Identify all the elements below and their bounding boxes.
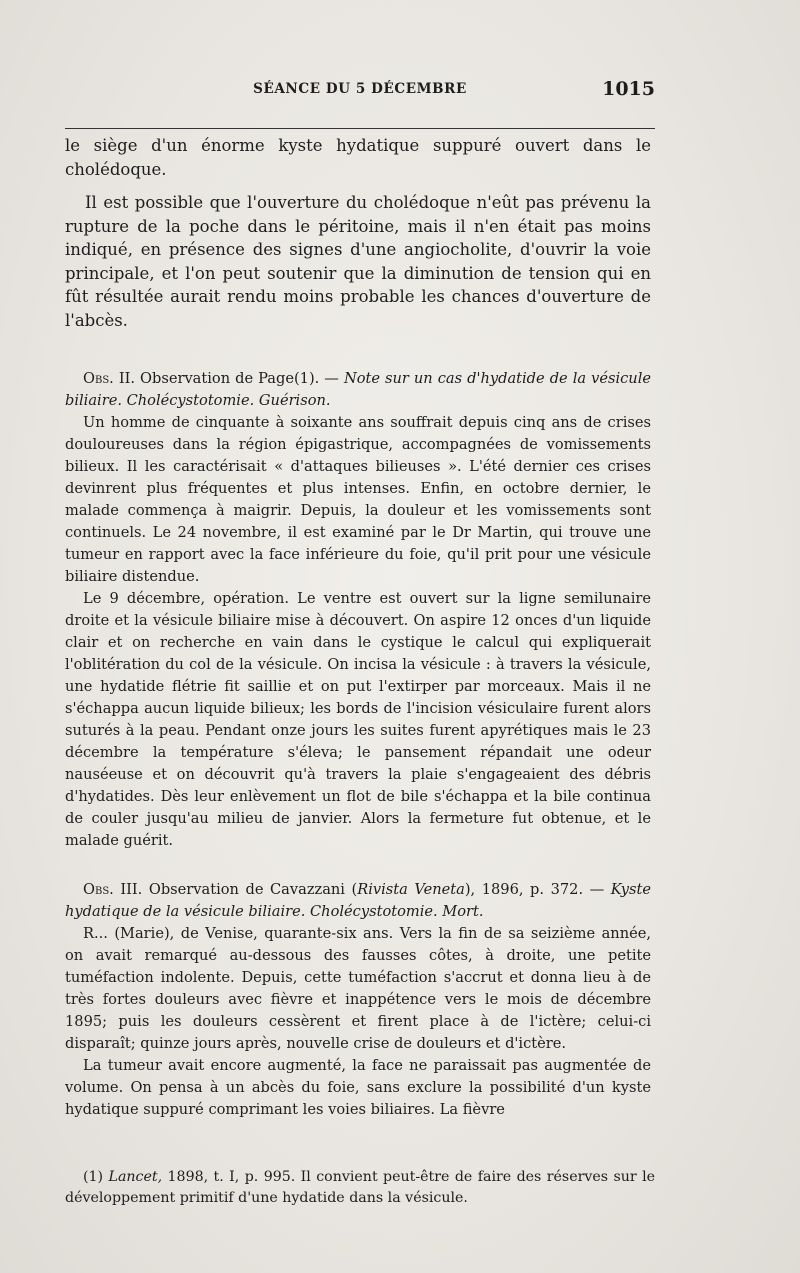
obs3-journal: Rivista Veneta: [357, 881, 465, 898]
obs2-head: Observation de Page(1). —: [140, 370, 339, 387]
page-number: 1015: [602, 78, 655, 100]
intro-text: [65, 134, 651, 332]
obs2-paragraph-1: Un homme de cinquante à soixante ans souffrait depuis cinq ans de crises douloureuses dans la région épigastrique, accompagnées de vomissements bilieux. Il les caractérisait « d'attaques bilieuses ». L'été dernier ces crises devinrent plus fréquentes et plus intenses. Enfin, en octobre dernier, le malade commença à maigrir. Depuis, la douleur et les vomissements sont continuels. Le 24 novembre, il est examiné par le Dr Martin, qui trouve une tumeur en rapport avec la face inférieure du foie, qu'il prit pour une vésicule biliaire distendue.: [65, 414, 651, 585]
footnote-marker: (1): [83, 1169, 104, 1185]
obs3-label: Obs. III.: [83, 881, 143, 898]
obs3-head-a: Observation de Cavazzani (: [148, 881, 358, 898]
footnote-body: 1898, t. I, p. 995. Il convient peut-être de faire des réserves sur le développement primitif d'une hydatide dans la vésicule.: [65, 1169, 656, 1206]
running-header: [65, 78, 655, 102]
obs3-title: Kyste hydatique de la vésicule biliaire. Cholécystotomie. Mort.: [65, 881, 652, 920]
obs3-paragraph-1: R... (Marie), de Venise, quarante-six ans. Vers la fin de sa seizième année, on avait remarqué au-dessous des fausses côtes, à droite, une petite tuméfaction indolente. Depuis, cette tuméfaction s'accrut et donna lieu à de très fortes douleurs avec fièvre et inappétence vers le mois de décembre 1895; puis les douleurs cessèrent et firent place à de l'ictère; celui-ci disparaît; quinze jours après, nouvelle crise de douleurs et d'ictère.: [65, 925, 651, 1052]
observation-2: [65, 368, 651, 852]
header-title: SÉANCE DU 5 DÉCEMBRE: [253, 81, 467, 97]
header-rule: [65, 128, 655, 129]
obs2-heading: [65, 368, 651, 412]
footnote-source: Lancet,: [108, 1169, 163, 1185]
intro-paragraph-2: Il est possible que l'ouverture du cholédoque n'eût pas prévenu la rupture de la poche dans le péritoine, mais il n'en était pas moins indiqué, en présence des signes d'une angiocholite, d'ouvrir la voie principale, et l'on peut soutenir que la diminution de tension qui en fût résultée aurait rendu moins probable les chances d'ouverture de l'abcès.: [65, 193, 651, 330]
footnote: [65, 1167, 655, 1209]
obs3-heading: [65, 879, 651, 923]
intro-paragraph-1: le siège d'un énorme kyste hydatique suppuré ouvert dans le cholédoque.: [65, 136, 651, 179]
obs3-paragraph-2: La tumeur avait encore augmenté, la face ne paraissait pas augmentée de volume. On pensa à un abcès du foie, sans exclure la possibilité d'un kyste hydatique suppuré comprimant les voies biliaires. La fièvre: [65, 1057, 651, 1118]
obs2-title: Note sur un cas d'hydatide de la vésicule biliaire. Cholécystotomie. Guérison.: [65, 370, 651, 409]
obs3-head-b: ), 1896, p. 372. —: [464, 881, 605, 898]
footnote-text: [65, 1167, 655, 1209]
obs2-paragraph-2: Le 9 décembre, opération. Le ventre est ouvert sur la ligne semilunaire droite et la vésicule biliaire mise à découvert. On aspire 12 onces d'un liquide clair et on recherche en vain dans le cystique le calcul qui expliquerait l'oblitération du col de la vésicule. On incisa la vésicule : à travers la vésicule, une hydatide flétrie fit saillie et on put l'extirper par morceaux. Mais il ne s'échappa aucun liquide bilieux; les bords de l'incision vésiculaire furent alors suturés à la peau. Pendant onze jours les suites furent apyrétiques mais le 23 décembre la température s'éleva; le pansement répandait une odeur nauséeuse et on découvrit qu'à travers la plaie s'engageaient des débris d'hydatides. Dès leur enlèvement un flot de bile s'échappa et la bile continua de couler jusqu'au milieu de janvier. Alors la fermeture fut obtenue, et le malade guérit.: [65, 590, 651, 849]
observation-3: [65, 879, 651, 1121]
obs2-label: Obs. II.: [83, 370, 135, 387]
